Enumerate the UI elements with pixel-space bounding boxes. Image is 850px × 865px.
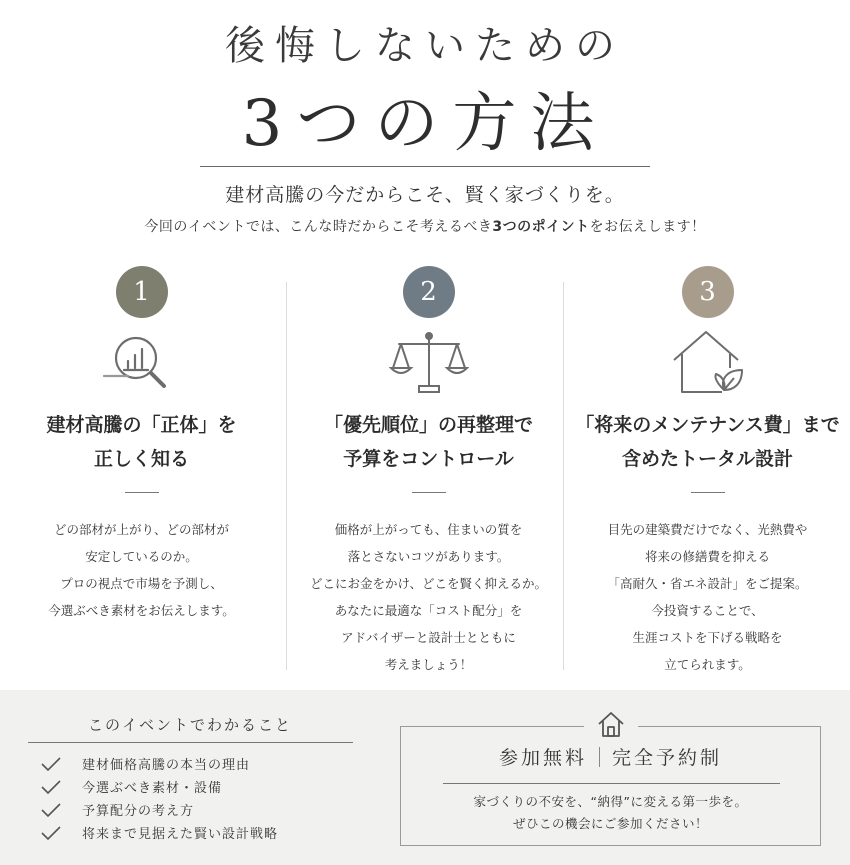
point-number-badge: 2 [403,266,455,318]
point-card-1 [0,262,283,672]
check-icon [40,825,62,841]
list-item-label: 将来まで見据えた賢い設計戦略 [82,827,279,842]
title-divider [200,166,650,167]
headline-separator [599,747,600,767]
intro-text [0,216,850,236]
check-icon [40,779,62,795]
list-item-label: 予算配分の考え方 [82,804,195,819]
column-divider [563,282,564,670]
page-title-line2: 3つの方法 [241,87,609,161]
balance-scale-icon [389,328,469,398]
free-label: 参加無料 [498,747,587,769]
list-item-label: 今選ぶべき素材・設備 [82,781,223,796]
event-info-panel [0,690,850,865]
reservation-headline [401,743,820,770]
point-divider [412,492,446,493]
point-number-badge: 1 [116,266,168,318]
point-body: 価格が上がっても、住まいの質を 落とさないコツがあります。 どこにお金をかけ、どこを賢く抑えるか。 あなたに最適な「コスト配分」を アドバイザーと設計士とともに 考えましょう！ [309,522,547,672]
reservation-box [400,726,821,846]
check-icon [40,802,62,818]
point-divider [691,492,725,493]
hero-section [0,0,850,240]
point-heading: 「優先順位」の再整理で 予算をコントロール [323,414,533,470]
check-icon [40,756,62,772]
intro-text-emphasis: 3つのポイント [492,219,590,235]
list-item [40,752,278,775]
point-body: 目先の建築費だけでなく、光熱費や 将来の修繕費を抑える 「高耐久・省エネ設計」をご提案。 今投資することで、 生涯コストを下げる戦略を 立てられます。 [607,522,808,672]
reservation-text: 家づくりの不安を、“納得”に変える第一歩を。 ぜひこの機会にご参加ください！ [473,794,748,831]
point-number-badge: 3 [682,266,734,318]
learn-divider [28,742,353,743]
subtitle: 建材高騰の今だからこそ、賢く家づくりを。 [225,184,625,206]
reservation-divider [443,783,780,784]
magnifier-chart-icon [102,328,182,398]
list-item [40,798,278,821]
house-leaf-icon [668,328,748,398]
point-heading: 「将来のメンテナンス費」まで 含めたトータル設計 [575,414,840,470]
intro-text-start: 今回のイベントでは、こんな時だからこそ考えるべき [144,219,493,235]
list-item [40,821,278,844]
point-body: どの部材が上がり、どの部材が 安定しているのか。 プロの視点で市場を予測し、 今選ぶべき素材をお伝えします。 [48,522,235,618]
list-item-label: 建材価格高騰の本当の理由 [82,758,251,773]
learn-section-title: このイベントでわかること [87,716,292,734]
intro-text-end: をお伝えします！ [589,219,706,235]
list-item [40,775,278,798]
reservation-label: 完全予約制 [612,747,723,769]
point-divider [125,492,159,493]
page-title-line1: 後悔しないための [225,23,625,69]
point-card-2 [287,262,570,672]
learn-list [40,752,278,844]
point-card-3 [566,262,849,672]
home-icon [584,704,638,744]
point-heading: 建材高騰の「正体」を 正しく知る [46,414,237,470]
